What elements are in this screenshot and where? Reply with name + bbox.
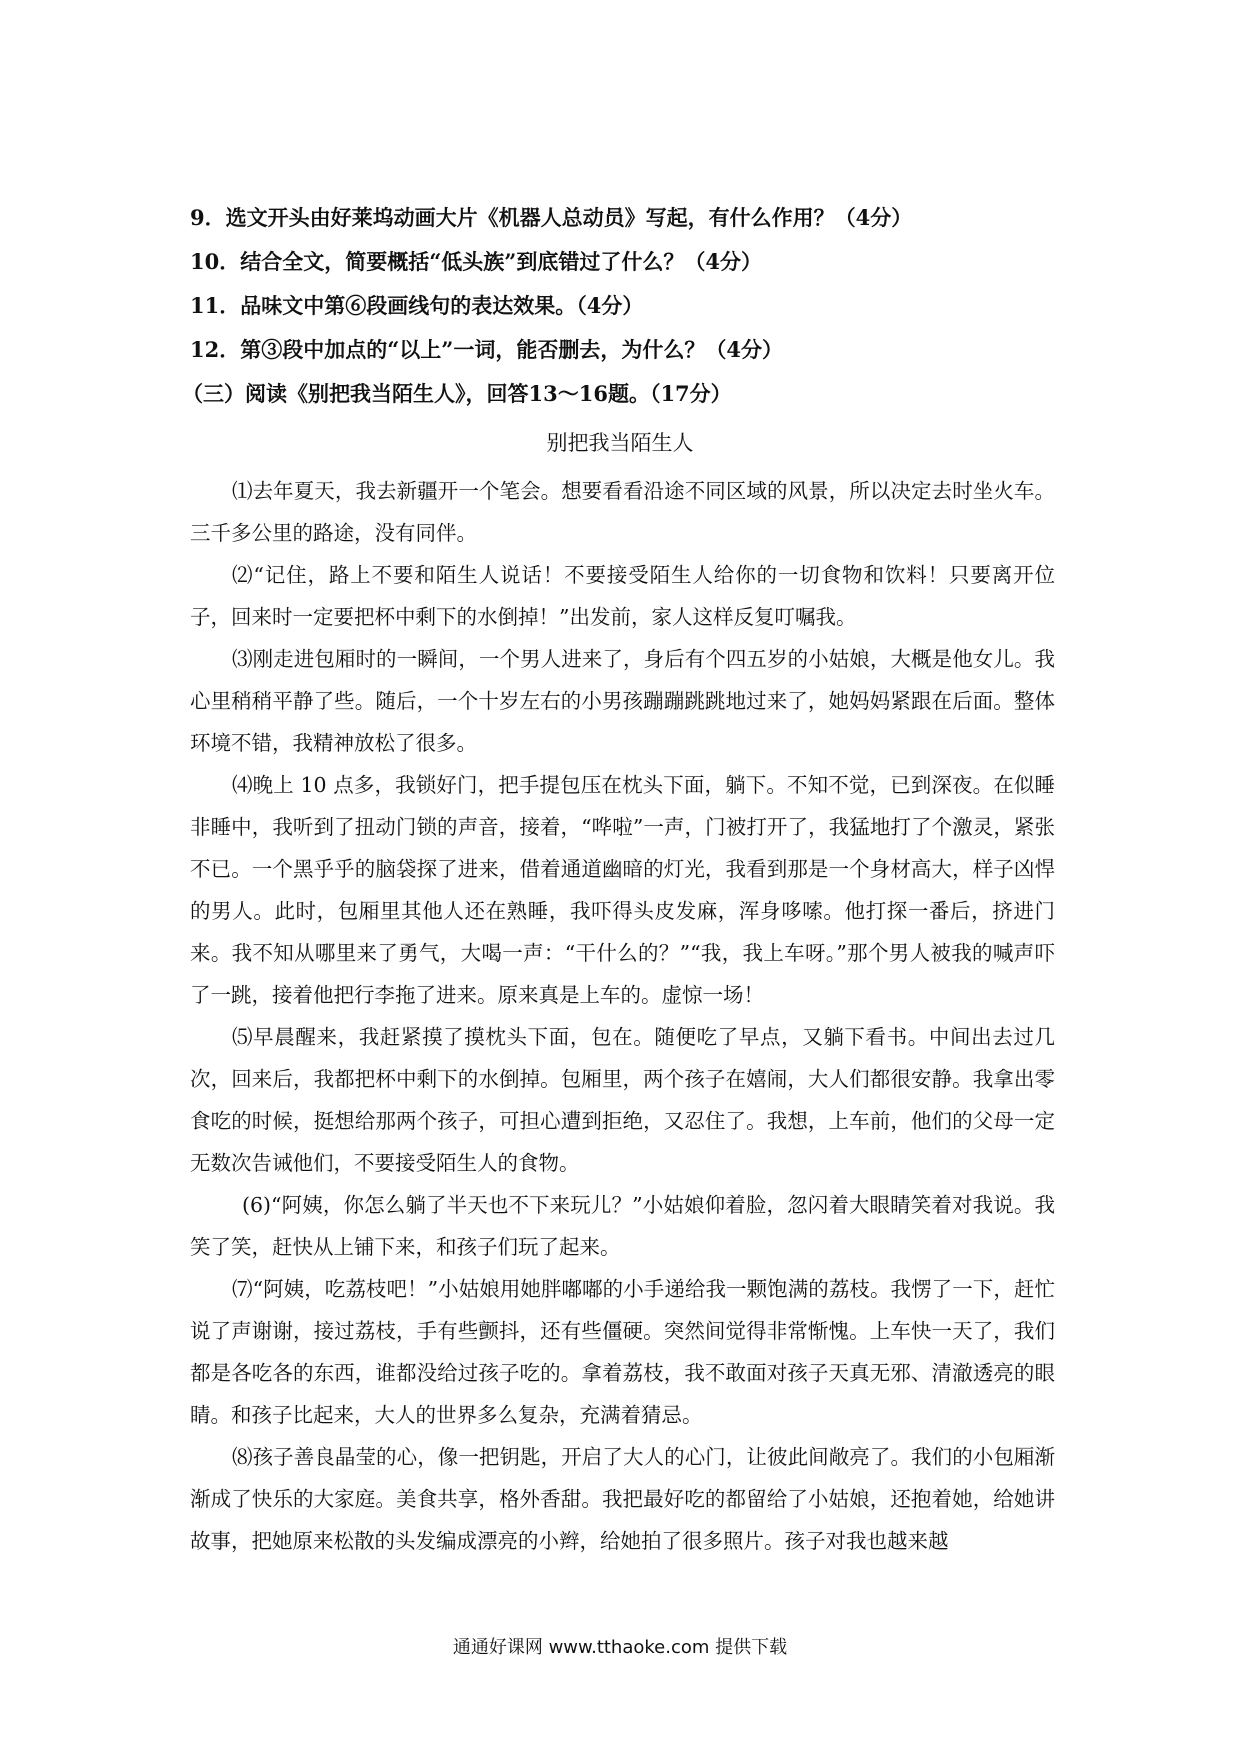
download-footer: 通通好课网 www.tthaoke.com 提供下载: [452, 1637, 788, 1658]
question-10: 10．结合全文，简要概括“低头族”到底错过了什么？（4分）: [190, 249, 762, 274]
article-body: [190, 470, 1055, 1562]
paragraph-2: ⑵“记住，路上不要和陌生人说话！不要接受陌生人给你的一切食物和饮料！只要离开位子，回来时一定要把杯中剩下的水倒掉！”出发前，家人这样反复叮嘱我。: [190, 563, 1055, 629]
question-12: 12．第③段中加点的“以上”一词，能否删去，为什么？（4分）: [190, 337, 783, 362]
question-list: [182, 203, 1070, 423]
paragraph-6: (6)“阿姨，你怎么躺了半天也不下来玩儿？”小姑娘仰着脸，忽闪着大眼睛笑着对我说。我笑了笑，赶快从上铺下来，和孩子们玩了起来。: [190, 1193, 1055, 1259]
paragraph-3: ⑶刚走进包厢时的一瞬间，一个男人进来了，身后有个四五岁的小姑娘，大概是他女儿。我心里稍稍平静了些。随后，一个十岁左右的小男孩蹦蹦跳跳地过来了，她妈妈紧跟在后面。整体环境不错，我精神放松了很多。: [190, 647, 1055, 755]
article-title: 别把我当陌生人: [546, 431, 694, 455]
question-9: 9．选文开头由好莱坞动画大片《机器人总动员》写起，有什么作用？（4分）: [190, 205, 913, 230]
paragraph-1: ⑴去年夏天，我去新疆开一个笔会。想要看看沿途不同区域的风景，所以决定去时坐火车。三千多公里的路途，没有同伴。: [190, 479, 1055, 545]
question-11: 11．品味文中第⑥段画线句的表达效果。（4分）: [190, 293, 644, 318]
paragraph-4: ⑷晚上 10 点多，我锁好门，把手提包压在枕头下面，躺下。不知不觉，已到深夜。在似睡非睡中，我听到了扭动门锁的声音，接着，“哗啦”一声，门被打开了，我猛地打了个激灵，紧张不已。一个黑乎乎的脑袋探了进来，借着通道幽暗的灯光，我看到那是一个身材高大，样子凶悍的男人。此时，包厢里其他人还在熟睡，我吓得头皮发麻，浑身哆嗦。他打探一番后，挤进门来。我不知从哪里来了勇气，大喝一声：“干什么的？”“我，我上车呀。”那个男人被我的喊声吓了一跳，接着他把行李拖了进来。原来真是上车的。虚惊一场！: [190, 773, 1055, 1007]
section-heading: （三）阅读《别把我当陌生人》，回答13～16题。（17分）: [182, 381, 732, 406]
paragraph-5: ⑸早晨醒来，我赶紧摸了摸枕头下面，包在。随便吃了早点，又躺下看书。中间出去过几次，回来后，我都把杯中剩下的水倒掉。包厢里，两个孩子在嬉闹，大人们都很安静。我拿出零食吃的时候，挺想给那两个孩子，可担心遭到拒绝，又忍住了。我想，上车前，他们的父母一定无数次告诫他们，不要接受陌生人的食物。: [190, 1025, 1055, 1175]
paragraph-7: ⑺“阿姨，吃荔枝吧！”小姑娘用她胖嘟嘟的小手递给我一颗饱满的荔枝。我愣了一下，赶忙说了声谢谢，接过荔枝，手有些颤抖，还有些僵硬。突然间觉得非常惭愧。上车快一天了，我们都是各吃各的东西，谁都没给过孩子吃的。拿着荔枝，我不敢面对孩子天真无邪、清澈透亮的眼睛。和孩子比起来，大人的世界多么复杂，充满着猜忌。: [190, 1277, 1055, 1427]
paragraph-8: ⑻孩子善良晶莹的心，像一把钥匙，开启了大人的心门，让彼此间敞亮了。我们的小包厢渐渐成了快乐的大家庭。美食共享，格外香甜。我把最好吃的都留给了小姑娘，还抱着她，给她讲故事，把她原来松散的头发编成漂亮的小辫，给她拍了很多照片。孩子对我也越来越: [190, 1445, 1055, 1553]
